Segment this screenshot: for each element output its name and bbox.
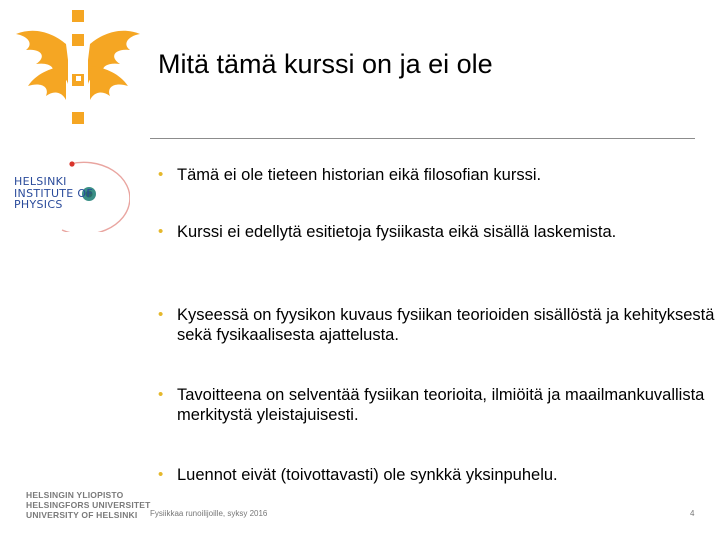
bullet-item	[158, 385, 707, 425]
bullet-icon: •	[158, 306, 164, 323]
bullet-item	[158, 465, 707, 485]
bullet-text: Tämä ei ole tieteen historian eikä filosofian kurssi.	[177, 166, 542, 184]
bullet-text: Kyseessä on fyysikon kuvaus fysiikan teorioiden sisällöstä ja kehityksestä sekä fysikaalisesta ajattelusta.	[177, 306, 715, 344]
bullet-icon: •	[158, 466, 164, 483]
university-name-line: HELSINGFORS UNIVERSITET	[26, 500, 151, 510]
bullet-text: Tavoitteena on selventää fysiikan teorioita, ilmiöitä ja maailmankuvallista merkitystä yleistajuisesti.	[177, 386, 705, 424]
bullet-item	[158, 165, 541, 185]
university-flame-logo-icon	[6, 4, 156, 144]
footer-course-name: Fysiikkaa runoilijoille, syksy 2016	[150, 509, 268, 518]
bullet-icon: •	[158, 223, 164, 240]
institute-name-line: PHYSICS	[14, 198, 63, 211]
university-name-line: HELSINGIN YLIOPISTO	[26, 490, 124, 500]
university-name	[26, 490, 151, 520]
institute-name-line: INSTITUTE OF	[14, 186, 93, 200]
institute-name-line: HELSINKI	[14, 175, 67, 188]
institute-name	[14, 176, 93, 211]
title-divider	[150, 138, 695, 139]
bullet-text: Kurssi ei edellytä esitietoja fysiikasta eikä sisällä laskemista.	[177, 223, 617, 241]
bullet-icon: •	[158, 166, 164, 183]
bullet-item	[158, 305, 717, 345]
bullet-item	[158, 222, 697, 242]
bullet-text: Luennot eivät (toivottavasti) ole synkkä yksinpuhelu.	[177, 466, 558, 484]
slide-title: Mitä tämä kurssi on ja ei ole	[158, 49, 493, 79]
bullet-icon: •	[158, 386, 164, 403]
footer-page-number: 4	[690, 509, 695, 518]
university-name-line: UNIVERSITY OF HELSINKI	[26, 510, 138, 520]
